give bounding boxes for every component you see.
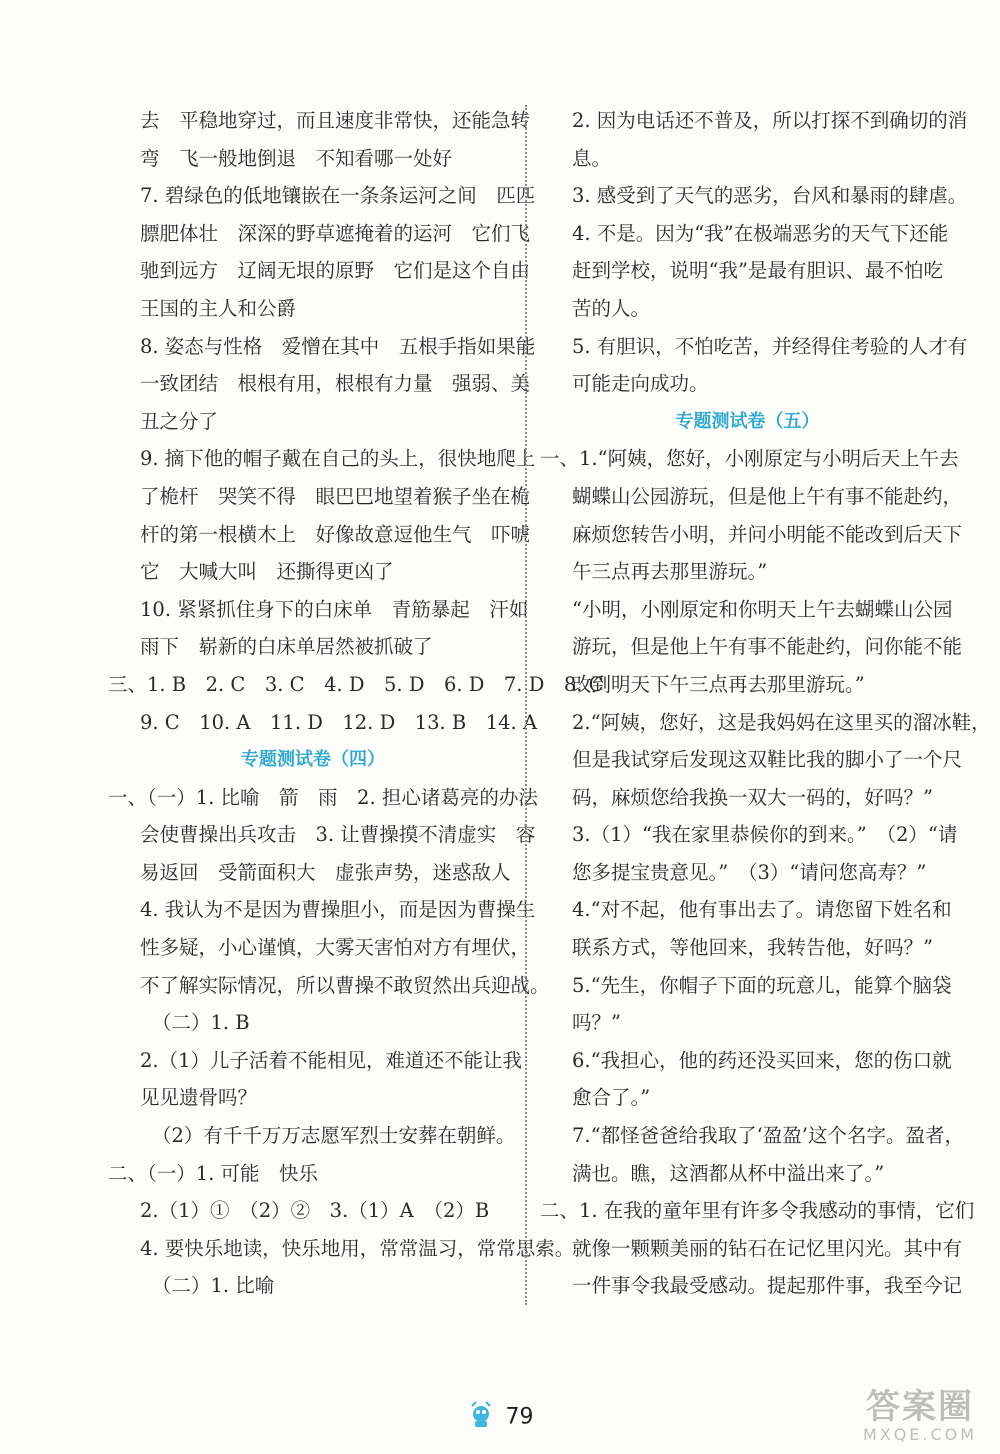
answer-line: 它 大喊大叫 还撕得更凶了	[140, 560, 394, 584]
answer-line: 4. 要快乐地读，快乐地用，常常温习，常常思索。	[140, 1236, 575, 1260]
answer-line: 2. 因为电话还不普及，所以打探不到确切的消	[572, 109, 968, 132]
answer-line: 王国的主人和公爵	[140, 296, 297, 320]
answer-line: 4.“对不起，他有事出去了。请您留下姓名和	[572, 898, 952, 922]
answer-line: 驰到远方 辽阔无垠的原野 它们是这个自由	[140, 259, 531, 283]
answer-line: 您多提宝贵意见。” （3）“请问您高寿？”	[572, 860, 927, 884]
answer-line: 不了解实际情况，所以曹操不敢贸然出兵迎战。	[140, 973, 550, 997]
answer-line: 满也。瞧，这酒都从杯中溢出来了。”	[572, 1161, 885, 1185]
answer-line: 4. 我认为不是因为曹操胆小，而是因为曹操生	[140, 898, 536, 922]
answer-line: “小明，小刚原定和你明天上午去蝴蝶山公园	[572, 597, 953, 621]
answer-line: 9. 摘下他的帽子戴在自己的头上，很快地爬上	[140, 447, 536, 471]
answer-line: 但是我试穿后发现这双鞋比我的脚小了一个尺	[572, 748, 963, 772]
answer-line: 一、（一）1. 比喻 箭 雨 2. 担心诸葛亮的办法	[108, 785, 538, 809]
answer-line: 5. 有胆识，不怕吃苦，并经得住考验的人才有	[572, 334, 968, 358]
answer-line: 见见遗骨吗？	[140, 1086, 258, 1110]
answer-line: 吗？”	[572, 1011, 621, 1035]
answer-line: 联系方式，等他回来，我转告他，好吗？”	[572, 936, 933, 960]
answer-line: 二、（一）1. 可能 快乐	[108, 1161, 319, 1185]
answer-line: 7.“都怪爸爸给我取了‘盈盈’这个名字。盈者，	[572, 1124, 964, 1148]
watermark-url: MXQE.COM	[862, 1425, 978, 1444]
answer-line: 3.（1）“我在家里恭候你的到来。” （2）“请	[572, 823, 958, 847]
answer-line: 码，麻烦您给我换一双大一码的，好吗？”	[572, 785, 933, 809]
answer-line: 4. 不是。因为“我”在极端恶劣的天气下还能	[572, 221, 949, 245]
answer-line: 杆的第一根横木上 好像故意逗他生气 吓唬	[140, 522, 531, 546]
answer-line: 麻烦您转告小明，并问小明能不能改到后天下	[572, 522, 963, 546]
column-divider	[525, 105, 527, 1305]
answer-line: 2.（1）① （2）② 3.（1）A （2）B	[140, 1199, 490, 1223]
answer-line: 性多疑，小心谨慎，大雾天害怕对方有埋伏，	[140, 936, 531, 960]
answer-line: 三、1. B 2. C 3. C 4. D 5. D 6. D 7. D 8. C	[108, 672, 604, 696]
answer-line: （二）1. B	[152, 1011, 250, 1035]
answer-line: 3. 感受到了天气的恶劣，台风和暴雨的肆虐。	[572, 184, 968, 208]
answer-line: 愈合了。”	[572, 1086, 651, 1110]
answer-line: 丑之分了	[140, 409, 219, 433]
cartoon-mascot-icon	[466, 1400, 496, 1434]
answer-line: 去 平稳地穿过，而且速度非常快，还能急转	[140, 109, 531, 132]
answer-line: 膘肥体壮 深深的野草遮掩着的运河 它们飞	[140, 221, 531, 245]
left-column	[108, 102, 604, 1305]
answer-line: 就像一颗颗美丽的钻石在记忆里闪光。其中有	[572, 1236, 963, 1260]
answer-line: （2）有千千万万志愿军烈士安葬在朝鲜。	[152, 1124, 516, 1148]
answer-line: 午三点再去那里游玩。”	[572, 560, 768, 584]
answer-line: 5.“先生，你帽子下面的玩意儿，能算个脑袋	[572, 973, 952, 997]
answer-line: 会使曹操出兵攻击 3. 让曹操摸不清虚实 容	[140, 823, 536, 847]
answer-line: 8. 姿态与性格 爱憎在其中 五根手指如果能	[140, 334, 536, 358]
answer-line: 易返回 受箭面积大 虚张声势，迷惑敌人	[140, 860, 511, 884]
answer-line: 雨下 崭新的白床单居然被抓破了	[140, 635, 433, 659]
answer-line: 2.“阿姨，您好，这是我妈妈在这里买的溜冰鞋，	[572, 710, 991, 734]
answer-line: 苦的人。	[572, 296, 651, 320]
answer-line: 二、1. 在我的童年里有许多令我感动的事情，它们	[540, 1199, 975, 1223]
right-column	[540, 102, 991, 1305]
page-number: 79	[505, 1404, 534, 1430]
answer-line: 一致团结 根根有用，根根有力量 强弱、美	[140, 372, 531, 396]
answer-line: 10. 紧紧抓住身下的白床单 青筋暴起 汗如	[140, 597, 529, 621]
answer-line: 一、1.“阿姨，您好，小刚原定与小明后天上午去	[540, 447, 959, 471]
answer-line: 蝴蝶山公园游玩，但是他上午有事不能赴约，	[572, 484, 963, 508]
answer-line: 息。	[572, 146, 612, 170]
answer-line: 7. 碧绿色的低地镶嵌在一条条运河之间 匹匹	[140, 184, 536, 208]
answer-line: （二）1. 比喻	[152, 1274, 275, 1298]
section-title: 专题测试卷（四）	[241, 749, 385, 771]
answer-line: 弯 飞一般地倒退 不知看哪一处好	[140, 146, 453, 170]
watermark-title: 答案圈	[866, 1387, 974, 1427]
section-title: 专题测试卷（五）	[675, 410, 820, 432]
watermark-logo	[850, 1388, 990, 1448]
answer-line: 可能走向成功。	[572, 372, 709, 396]
answer-line: 游玩，但是他上午有事不能赴约，问你能不能	[572, 635, 963, 659]
answer-line: 改到明天下午三点再去那里游玩。”	[572, 672, 865, 696]
answer-line: 了桅杆 哭笑不得 眼巴巴地望着猴子坐在桅	[140, 484, 531, 508]
answer-line: 9. C 10. A 11. D 12. D 13. B 14. A	[140, 710, 538, 734]
answer-line: 2.（1）儿子活着不能相见，难道还不能让我	[140, 1048, 523, 1072]
answer-line: 一件事令我最受感动。提起那件事，我至今记	[572, 1274, 963, 1298]
answer-line: 赶到学校，说明“我”是最有胆识、最不怕吃	[572, 259, 943, 283]
answer-line: 6.“我担心，他的药还没买回来，您的伤口就	[572, 1048, 952, 1072]
